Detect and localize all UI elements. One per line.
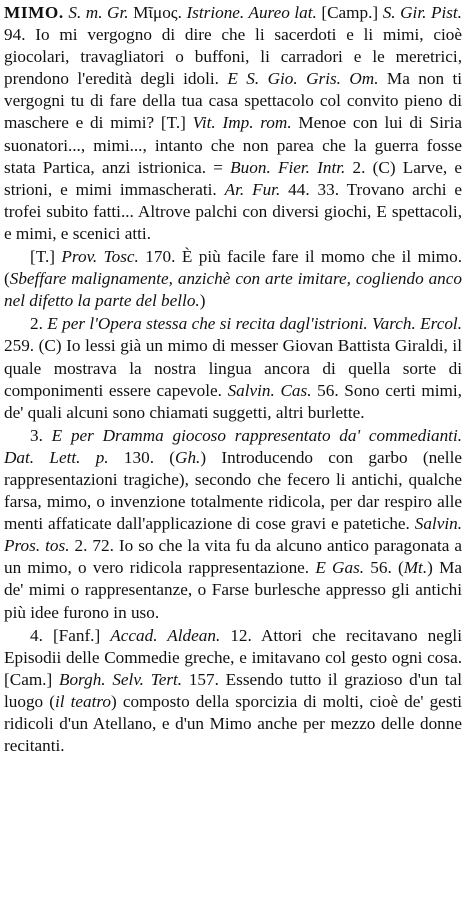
italic-run: Mt.	[403, 558, 428, 578]
text-run: [T.]	[30, 247, 62, 267]
text-run: 2. (C) Larve, e strioni, e mimi immascherati.	[4, 157, 463, 199]
text-run: ) composto della sporcizia di molti, cioè de' gesti ridicoli d'un Atellano, e d'un Mimo anche per mezzo delle donne recitanti.	[4, 691, 463, 756]
text-run: 259. (C) Io lessi già un mimo di messer Giovan Battista Giraldi, il quale mostrava la nostra lingua ancora di quella sorte di componimenti essere capevole.	[4, 336, 462, 400]
italic-run: E S. Gio. Gris. Om.	[227, 69, 379, 89]
text-run: )	[199, 291, 206, 311]
italic-run: Prov. Tosc.	[61, 247, 139, 267]
text-run: 170. È più facile fare il momo che il mimo. (	[4, 247, 463, 289]
italic-run: E per Dramma giocoso rappresentato da' commedianti. Dat. Lett. p.	[4, 425, 463, 467]
text-run: 12. Attori che recitavano negli Episodii delle Commedie greche, e imitavano col gesto ogni cosa. [Cam.]	[4, 625, 462, 689]
text-run: Μῖμος.	[128, 3, 187, 22]
italic-run: il teatro	[54, 691, 112, 711]
italic-run: Vit. Imp. rom.	[192, 113, 292, 133]
text-run: 2.	[30, 314, 48, 334]
text-run: 44. 33. Trovano archi e trofei subito fatti... Altrove palchi con diversi giochi, E spettacoli, e mimi, e scenici atti.	[4, 179, 462, 243]
entry-definition-paragraph	[4, 2, 462, 245]
text-run: ) Introducendo con garbo (nelle rappresentazioni tragiche), secondo che fecero li antichi, qualche farsa, mimo, o invenzione totalmente ridicola, per dar respiro alle menti affaticate dall'applicazione di cose gravi e patetiche.	[4, 447, 462, 534]
text-run: Ma non ti vergogni tu di fare della tua casa spettacolo col convito pieno di maschere e di mimi? [T.]	[4, 69, 463, 133]
italic-run: Sbeffare malignamente, anzichè con arte imitare, cogliendo anco nel difetto la parte del bello.	[4, 269, 462, 311]
text-run: 130. (	[108, 447, 176, 467]
text-run: 2. 72. Io so che la vita fu da alcuno antico paragonata a un mimo, o vero ridicola rappresentazione.	[4, 536, 462, 578]
entry-sense-paragraph	[4, 425, 462, 624]
italic-run: Salvin. Cas.	[227, 380, 312, 400]
entry-sense-paragraph	[4, 625, 462, 758]
entry-sense-paragraph	[4, 313, 462, 423]
italic-run: Buon. Fier. Intr.	[230, 157, 346, 177]
text-run: [Camp.]	[316, 3, 383, 22]
text-run: 3.	[30, 425, 52, 445]
text-run: Menoe con lui di Siria suonatori..., mimi..., intanto che non parea che la guerra fosse stata Partica, anzi istrionica. =	[4, 113, 462, 177]
entry-sense-paragraph	[4, 246, 462, 312]
text-run: 56. (	[364, 558, 404, 578]
headword: MIMO.	[4, 3, 64, 22]
italic-run: S. m. Gr.	[68, 3, 129, 22]
text-run: 4. [Fanf.]	[30, 625, 111, 645]
italic-run: Accad. Aldean.	[110, 625, 221, 645]
italic-run: E Gas.	[315, 558, 365, 578]
italic-run: S. Gir. Pist.	[382, 3, 462, 22]
italic-run: Borgh. Selv. Tert.	[58, 669, 183, 689]
text-run: 56. Sono certi mimi, de' quali alcuni sono chiamati suggetti, altri burlette.	[4, 380, 462, 422]
text-run: 94. Io mi vergogno di dire che li sacerdoti e li mimi, cioè giocolari, travagliatori o buffoni, li carradori e le meretrici, prendono l'eredità degli idoli.	[4, 25, 462, 89]
italic-run: Gh.	[175, 447, 201, 467]
text-run: ) Ma de' mimi o rappresentanze, o Farse burlesche appresso gli antichi più idee furono in uso.	[4, 558, 462, 622]
italic-run: Istrione. Aureo lat.	[186, 3, 317, 22]
text-run: 157. Essendo tutto il grazioso d'un tal luogo (	[4, 669, 462, 711]
italic-run: E per l'Opera stessa che si recita dagl'istrioni. Varch. Ercol.	[47, 314, 463, 334]
italic-run: Salvin. Pros. tos.	[4, 514, 462, 556]
italic-run: Ar. Fur.	[224, 179, 281, 199]
